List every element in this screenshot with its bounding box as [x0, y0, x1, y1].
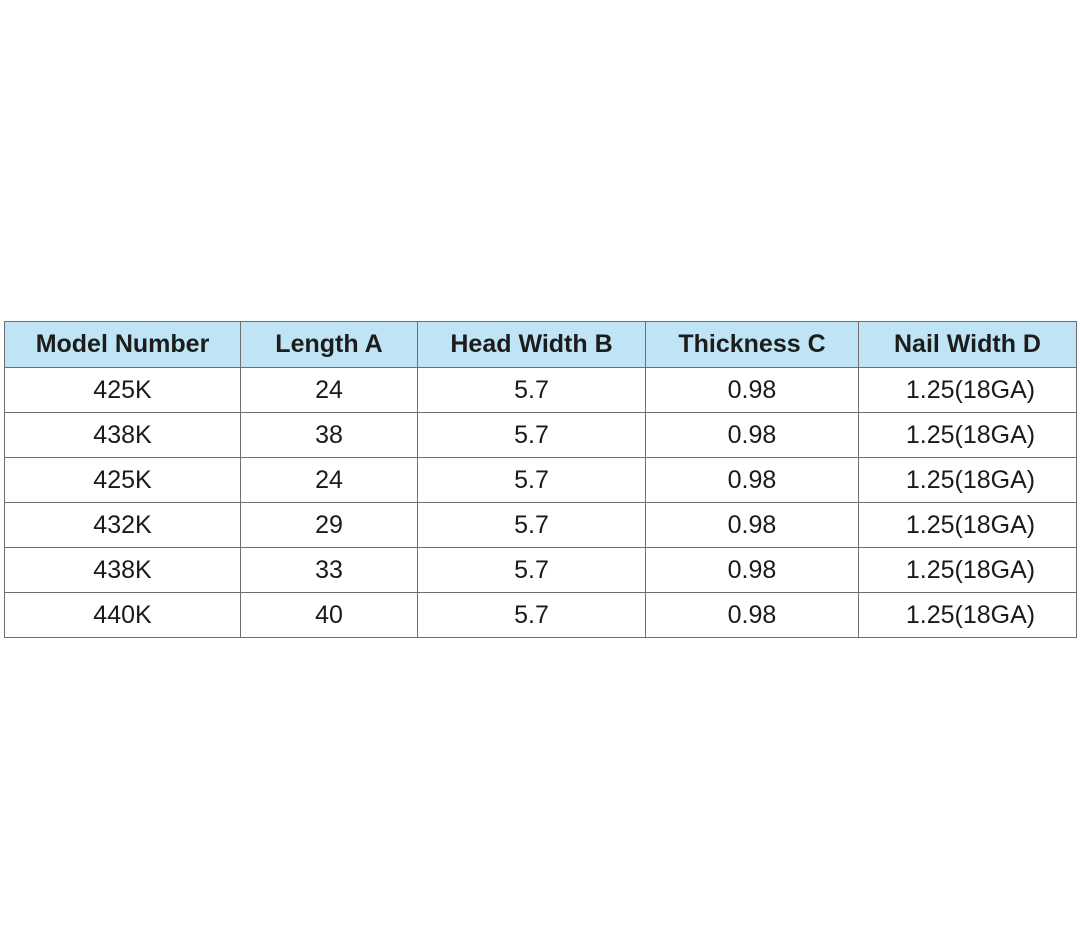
table-row	[5, 593, 1077, 638]
header-length-a: Length A	[241, 322, 418, 368]
header-thickness-c: Thickness C	[646, 322, 859, 368]
cell-model-number: 440K	[5, 593, 241, 638]
cell-thickness-c: 0.98	[646, 458, 859, 503]
table-row	[5, 548, 1077, 593]
cell-nail-width-d: 1.25(18GA)	[859, 458, 1077, 503]
cell-thickness-c: 0.98	[646, 593, 859, 638]
header-nail-width-d: Nail Width D	[859, 322, 1077, 368]
cell-length-a: 33	[241, 548, 418, 593]
cell-head-width-b: 5.7	[418, 458, 646, 503]
cell-model-number: 438K	[5, 548, 241, 593]
cell-model-number: 425K	[5, 368, 241, 413]
cell-nail-width-d: 1.25(18GA)	[859, 503, 1077, 548]
header-model-number: Model Number	[5, 322, 241, 368]
cell-thickness-c: 0.98	[646, 413, 859, 458]
cell-nail-width-d: 1.25(18GA)	[859, 413, 1077, 458]
cell-thickness-c: 0.98	[646, 503, 859, 548]
cell-length-a: 24	[241, 458, 418, 503]
cell-length-a: 40	[241, 593, 418, 638]
table-row	[5, 458, 1077, 503]
cell-model-number: 438K	[5, 413, 241, 458]
cell-nail-width-d: 1.25(18GA)	[859, 368, 1077, 413]
table-row	[5, 503, 1077, 548]
table-row	[5, 368, 1077, 413]
table-row	[5, 413, 1077, 458]
cell-head-width-b: 5.7	[418, 368, 646, 413]
cell-length-a: 38	[241, 413, 418, 458]
spec-table	[4, 321, 1077, 638]
cell-thickness-c: 0.98	[646, 368, 859, 413]
cell-model-number: 425K	[5, 458, 241, 503]
cell-model-number: 432K	[5, 503, 241, 548]
cell-length-a: 29	[241, 503, 418, 548]
cell-head-width-b: 5.7	[418, 503, 646, 548]
cell-head-width-b: 5.7	[418, 593, 646, 638]
header-row	[5, 322, 1077, 368]
cell-nail-width-d: 1.25(18GA)	[859, 548, 1077, 593]
header-head-width-b: Head Width B	[418, 322, 646, 368]
cell-length-a: 24	[241, 368, 418, 413]
cell-thickness-c: 0.98	[646, 548, 859, 593]
cell-nail-width-d: 1.25(18GA)	[859, 593, 1077, 638]
cell-head-width-b: 5.7	[418, 413, 646, 458]
cell-head-width-b: 5.7	[418, 548, 646, 593]
